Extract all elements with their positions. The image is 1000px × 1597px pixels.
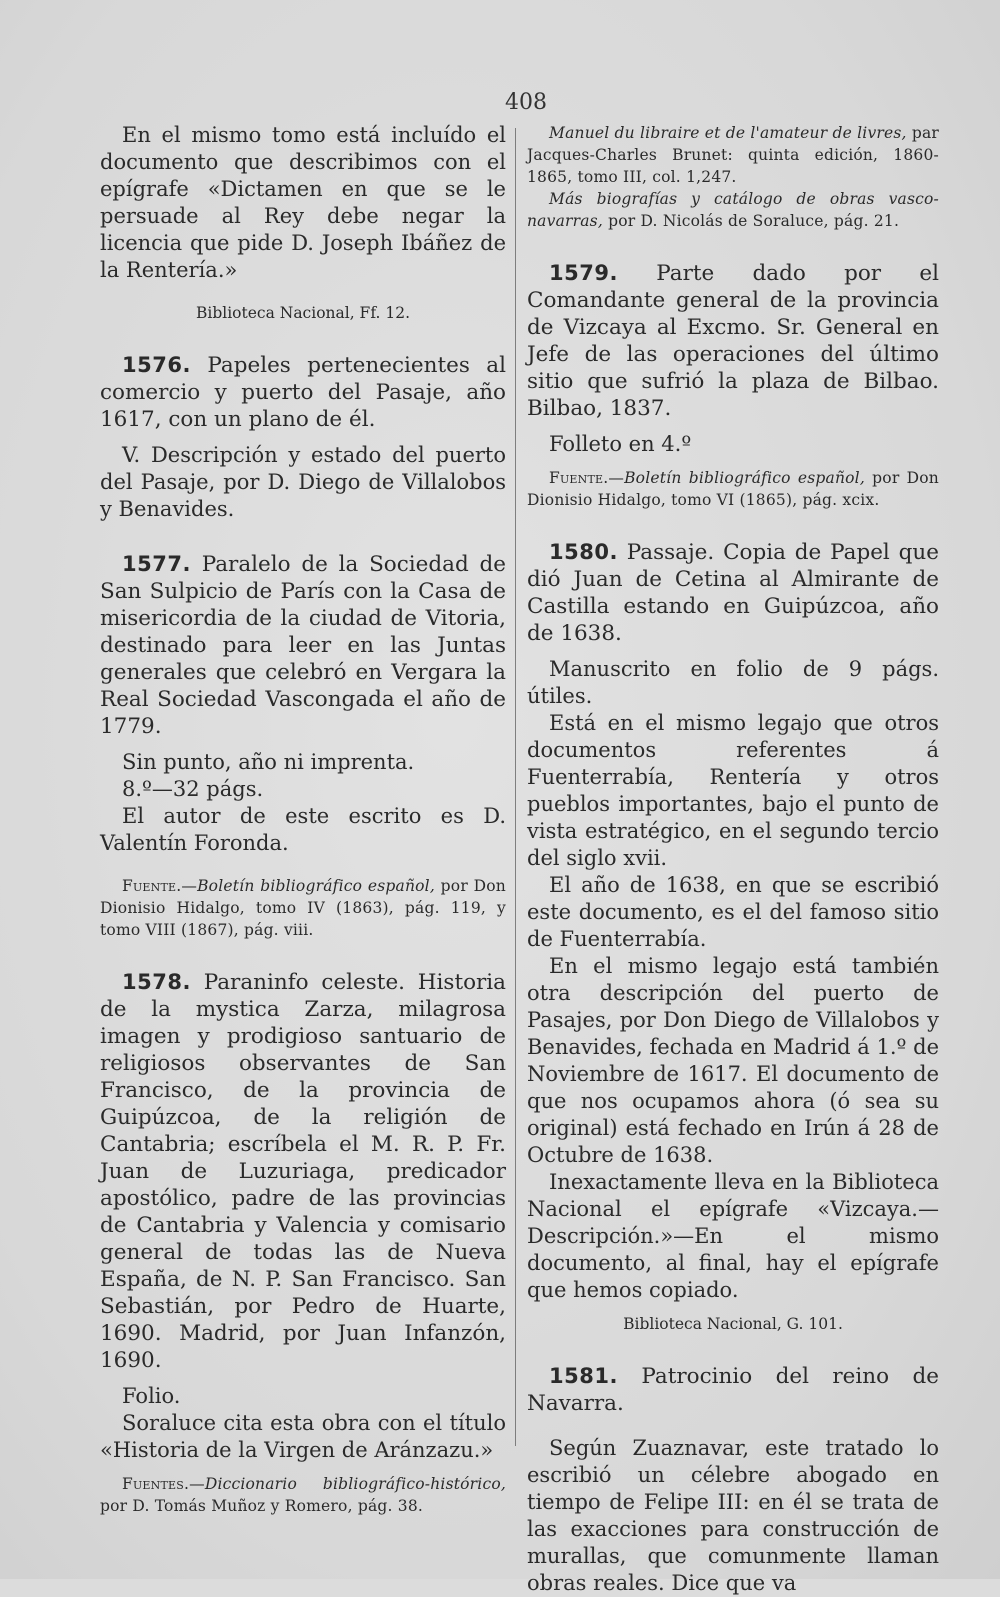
intro-source: Biblioteca Nacional, Ff. 12. bbox=[195, 304, 411, 322]
entry-1580-para-5: Inexactamente lleva en la Biblioteca Nacional el epígrafe «Vizcaya.—Descripción.»—En el mismo documento, al final, hay el epígrafe que hemos copiado. bbox=[527, 1170, 939, 1302]
entry-1579-note-1: Folleto en 4.º bbox=[549, 432, 692, 456]
entry-1578-source: Fuentes.—Diccionario bibliográfico-histórico, por D. Tomás Muñoz y Romero, pág. 38. bbox=[100, 1475, 506, 1515]
source-label: Fuente. bbox=[122, 877, 182, 895]
right-column bbox=[527, 122, 939, 1597]
entry-1580-para-2: Está en el mismo legajo que otros documentos referentes á Fuenterrabía, Rentería y otros pueblos importantes, bajo el punto de vista estratégico, en el segundo tercio del siglo xvii. bbox=[527, 711, 939, 870]
entry-1580-para-1: Manuscrito en folio de 9 págs. útiles. bbox=[527, 657, 939, 708]
entry-1581 bbox=[527, 1363, 939, 1417]
entry-number: 1580. bbox=[549, 540, 618, 564]
entry-1576 bbox=[100, 352, 506, 433]
page-number: 408 bbox=[505, 90, 547, 115]
entry-number: 1578. bbox=[122, 970, 191, 994]
entry-title: Papeles pertenecientes al comercio y puerto del Pasaje, año 1617, con un plano de él. bbox=[100, 353, 506, 432]
entry-1576-reference: V. Descripción y estado del puerto del Pasaje, por D. Diego de Villalobos y Benavides. bbox=[100, 443, 506, 521]
entry-number: 1581. bbox=[549, 1364, 618, 1388]
entry-title: Patrocinio del reino de Navarra. bbox=[527, 1364, 939, 1416]
entry-number: 1577. bbox=[122, 552, 191, 576]
entry-title: Paralelo de la Sociedad de San Sulpicio de París con la Casa de misericordia de la ciudad de Vitoria, destinado para leer en las Juntas generales que celebró en Vergara la Real Sociedad Vascongada el año de 1779. bbox=[100, 552, 506, 739]
source-rest: por Don Dionisio Hidalgo, tomo VI (1865), pág. xcix. bbox=[527, 469, 939, 509]
intro-paragraph: En el mismo tomo está incluído el documento que describimos con el epígrafe «Dictamen en que se le persuade al Rey debe negar la licencia que pide D. Joseph Ibáñez de la Rentería.» bbox=[100, 123, 506, 282]
entry-title: Paraninfo celeste. Historia de la mystica Zarza, milagrosa imagen y prodigioso santuario de religiosos observantes de San Francisco, de la provincia de Guipúzcoa, de la religión de Cantabria; escríbela el M. R. P. Fr. Juan de Luzuriaga, predicador apostólico, padre de las provincias de Cantabria y Valencia y comisario general de todas las de Nueva España, de N. P. San Francisco. San Sebastián, por Pedro de Huarte, 1690. Madrid, por Juan Infanzón, 1690. bbox=[100, 970, 506, 1373]
entry-1577-note-3: El autor de este escrito es D. Valentín Foronda. bbox=[100, 804, 506, 855]
source-rest: por Don Dionisio Hidalgo, tomo IV (1863), pág. 119, y tomo VIII (1867), pág. viii. bbox=[100, 877, 506, 939]
entry-1581-para-1: Según Zuaznavar, este tratado lo escribió un célebre abogado en tiempo de Felipe III: en él se trata de las exacciones para construcción de murallas, que comunmente llaman obras reales. Dice que va bbox=[527, 1436, 939, 1595]
entry-1578 bbox=[100, 969, 506, 1374]
entry-1579 bbox=[527, 260, 939, 422]
entry-1577 bbox=[100, 551, 506, 740]
source-title: Más biografías y catálogo de obras vasco-navarras, bbox=[527, 190, 939, 230]
entry-1577-note-1: Sin punto, año ni imprenta. bbox=[122, 750, 415, 774]
entry-1579-source: Fuente.—Boletín bibliográfico español, por Don Dionisio Hidalgo, tomo VI (1865), pág. xcix. bbox=[527, 469, 939, 509]
entry-1577-source: Fuente.—Boletín bibliográfico español, por Don Dionisio Hidalgo, tomo IV (1863), pág. 119, y tomo VIII (1867), pág. viii. bbox=[100, 877, 506, 939]
entry-1580-para-4: En el mismo legajo está también otra descripción del puerto de Pasajes, por Don Diego de Villalobos y Benavides, fechada en Madrid á 1.º de Noviembre de 1617. El documento de que nos ocupamos ahora (ó sea su original) está fechado en Irún á 28 de Octubre de 1638. bbox=[527, 954, 939, 1167]
entry-1580-para-3: El año de 1638, en que se escribió este documento, es el del famoso sitio de Fuenterrabía. bbox=[527, 873, 939, 951]
column-divider bbox=[515, 128, 516, 1446]
entry-number: 1579. bbox=[549, 261, 618, 285]
source-title: Manuel du libraire et de l'amateur de livres, bbox=[549, 124, 907, 142]
entry-1580-source: Biblioteca Nacional, G. 101. bbox=[623, 1315, 843, 1333]
entry-title: Passaje. Copia de Papel que dió Juan de Cetina al Almirante de Castilla estando en Guipúzcoa, año de 1638. bbox=[527, 540, 939, 646]
source-rest: por D. Tomás Muñoz y Romero, pág. 38. bbox=[100, 1497, 424, 1515]
entry-title: Parte dado por el Comandante general de la provincia de Vizcaya al Excmo. Sr. General en Jefe de las operaciones del último sitio que sufrió la plaza de Bilbao. Bilbao, 1837. bbox=[527, 261, 939, 421]
left-column bbox=[100, 122, 506, 1517]
entry-1580 bbox=[527, 539, 939, 647]
source-title: Boletín bibliográfico español, bbox=[197, 877, 435, 895]
entry-number: 1576. bbox=[122, 353, 191, 377]
source-title: Boletín bibliográfico español, bbox=[624, 469, 865, 487]
continued-source-1 bbox=[527, 122, 939, 188]
source-rest: par Jacques-Charles Brunet: quinta edición, 1860-1865, tomo III, col. 1,247. bbox=[527, 124, 939, 186]
source-label: Fuentes. bbox=[122, 1475, 190, 1493]
source-title: Diccionario bibliográfico-histórico, bbox=[204, 1475, 506, 1493]
entry-1578-note-1: Folio. bbox=[122, 1384, 181, 1408]
entry-1578-note-2: Soraluce cita esta obra con el título «Historia de la Virgen de Aránzazu.» bbox=[100, 1411, 506, 1462]
continued-source-2 bbox=[527, 188, 939, 232]
source-rest: por D. Nicolás de Soraluce, pág. 21. bbox=[602, 212, 900, 230]
entry-1577-note-2: 8.º—32 págs. bbox=[122, 777, 264, 801]
source-label: Fuente. bbox=[549, 469, 609, 487]
